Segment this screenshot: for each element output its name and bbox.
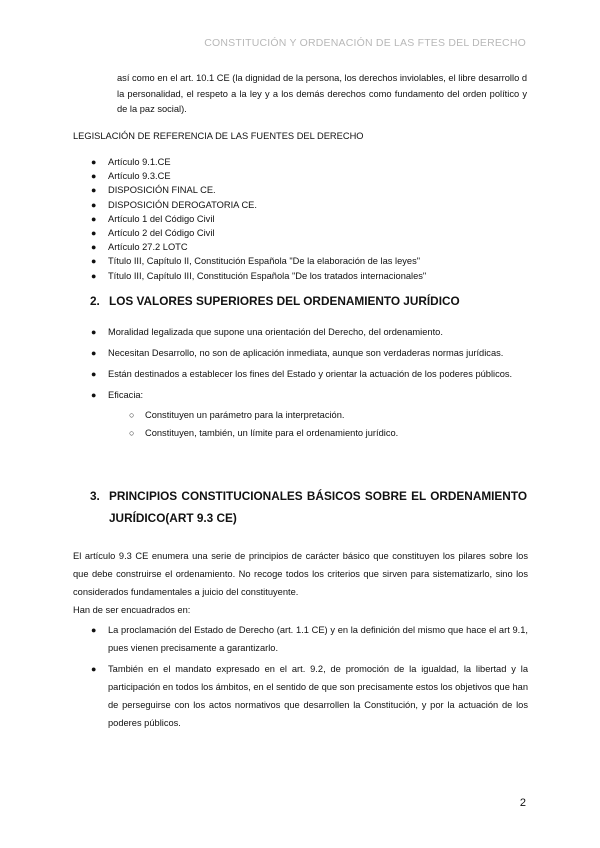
running-header: CONSTITUCIÓN Y ORDENACIÓN DE LAS FTES DEL DERECHO [204,37,526,49]
list-item: ● Artículo 27.2 LOTC [73,240,426,254]
circle-bullet-icon: ○ [129,428,135,438]
section-3-lead: Han de ser encuadrados en: [73,605,191,615]
section-3-heading [90,485,527,529]
intro-paragraph: así como en el art. 10.1 CE (la dignidad de la persona, los derechos inviolables, el libre desarrollo d la personalidad, el respeto a la ley y a los demás derechos como fundamento del orden político y de la paz social). [117,73,527,114]
bullet-icon: ● [91,390,97,400]
list-item: ● Están destinados a establecer los fines del Estado y orientar la actuación de los poderes públicos. [73,365,528,383]
bullet-icon: ● [91,199,97,210]
section-3-paragraph: El artículo 9.3 CE enumera una serie de principios de carácter básico que constituyen los pilares sobre los que debe construirse el ordenamiento. No recoge todos los criterios que sirven para sistematizarlo, sino los considerados fundamentales a juicio del constituyente. Han de ser encuadrados en: [73,551,528,615]
list-item: ● Eficacia: ○ Constituyen un parámetro para la interpretación. ○ Constituyen, también, un límite para el ordenamiento jurídico. [73,386,528,442]
section-2-heading [90,290,460,312]
section-3-list [73,621,528,735]
bullet-icon: ● [91,213,97,224]
list-item: ● DISPOSICIÓN DEROGATORIA CE. [73,198,426,212]
section-title-line-2: JURÍDICO(ART 9.3 CE) [109,511,237,525]
bullet-icon: ● [91,625,97,635]
bullet-icon: ● [91,664,97,674]
circle-bullet-icon: ○ [129,410,135,420]
sub-list [108,406,528,442]
section-title: LOS VALORES SUPERIORES DEL ORDENAMIENTO JURÍDICO [109,294,460,308]
bullet-icon: ● [91,348,97,358]
section-2-list [73,323,528,445]
list-item: ● DISPOSICIÓN FINAL CE. [73,183,426,197]
section-number: 2. [90,294,100,308]
list-item: ● Artículo 9.1.CE [73,155,426,169]
bullet-icon: ● [91,157,97,167]
section-title-line-1: PRINCIPIOS CONSTITUCIONALES BÁSICOS SOBRE EL ORDENAMIENTO [109,489,527,503]
bullet-icon: ● [91,369,97,379]
list-item: ● Artículo 2 del Código Civil [73,226,426,240]
bullet-icon: ● [91,228,97,239]
list-item: ● Título III, Capítulo III, Constitución Española "De los tratados internacionales" [73,269,426,283]
section-number: 3. [90,489,100,503]
sub-list-item: ○ Constituyen un parámetro para la interpretación. [108,406,528,424]
bullet-icon: ● [91,256,97,267]
bullet-icon: ● [91,327,97,337]
list-item: ● Artículo 9.3.CE [73,169,426,183]
bullet-icon: ● [91,242,97,253]
list-item: ● Moralidad legalizada que supone una orientación del Derecho, del ordenamiento. [73,323,528,341]
bullet-icon: ● [91,185,97,196]
sub-list-item: ○ Constituyen, también, un límite para el ordenamiento jurídico. [108,424,528,442]
legislation-title: LEGISLACIÓN DE REFERENCIA DE LAS FUENTES DEL DERECHO [73,131,364,141]
list-item: ● Título III, Capítulo II, Constitución Española "De la elaboración de las leyes" [73,254,426,268]
list-item: ● La proclamación del Estado de Derecho (art. 1.1 CE) y en la definición del mismo que hace el art 9.1, pues vienen precisamente a garantizarlo. [73,621,528,657]
list-item: ● También en el mandato expresado en el art. 9.2, de promoción de la igualdad, la libertad y la participación en todos los ámbitos, en el sentido de que son precisamente estos los objetivos que han de perseguirse con los actos normativos que desarrollen la Constitución, y por la actuación de los poderes públicos. [73,660,528,732]
list-item: ● Artículo 1 del Código Civil [73,212,426,226]
bullet-icon: ● [91,171,97,182]
list-item: ● Necesitan Desarrollo, no son de aplicación inmediata, aunque son verdaderas normas jurídicas. [73,344,528,362]
legislation-list [73,155,426,283]
bullet-icon: ● [91,270,97,281]
page-number: 2 [519,797,526,809]
